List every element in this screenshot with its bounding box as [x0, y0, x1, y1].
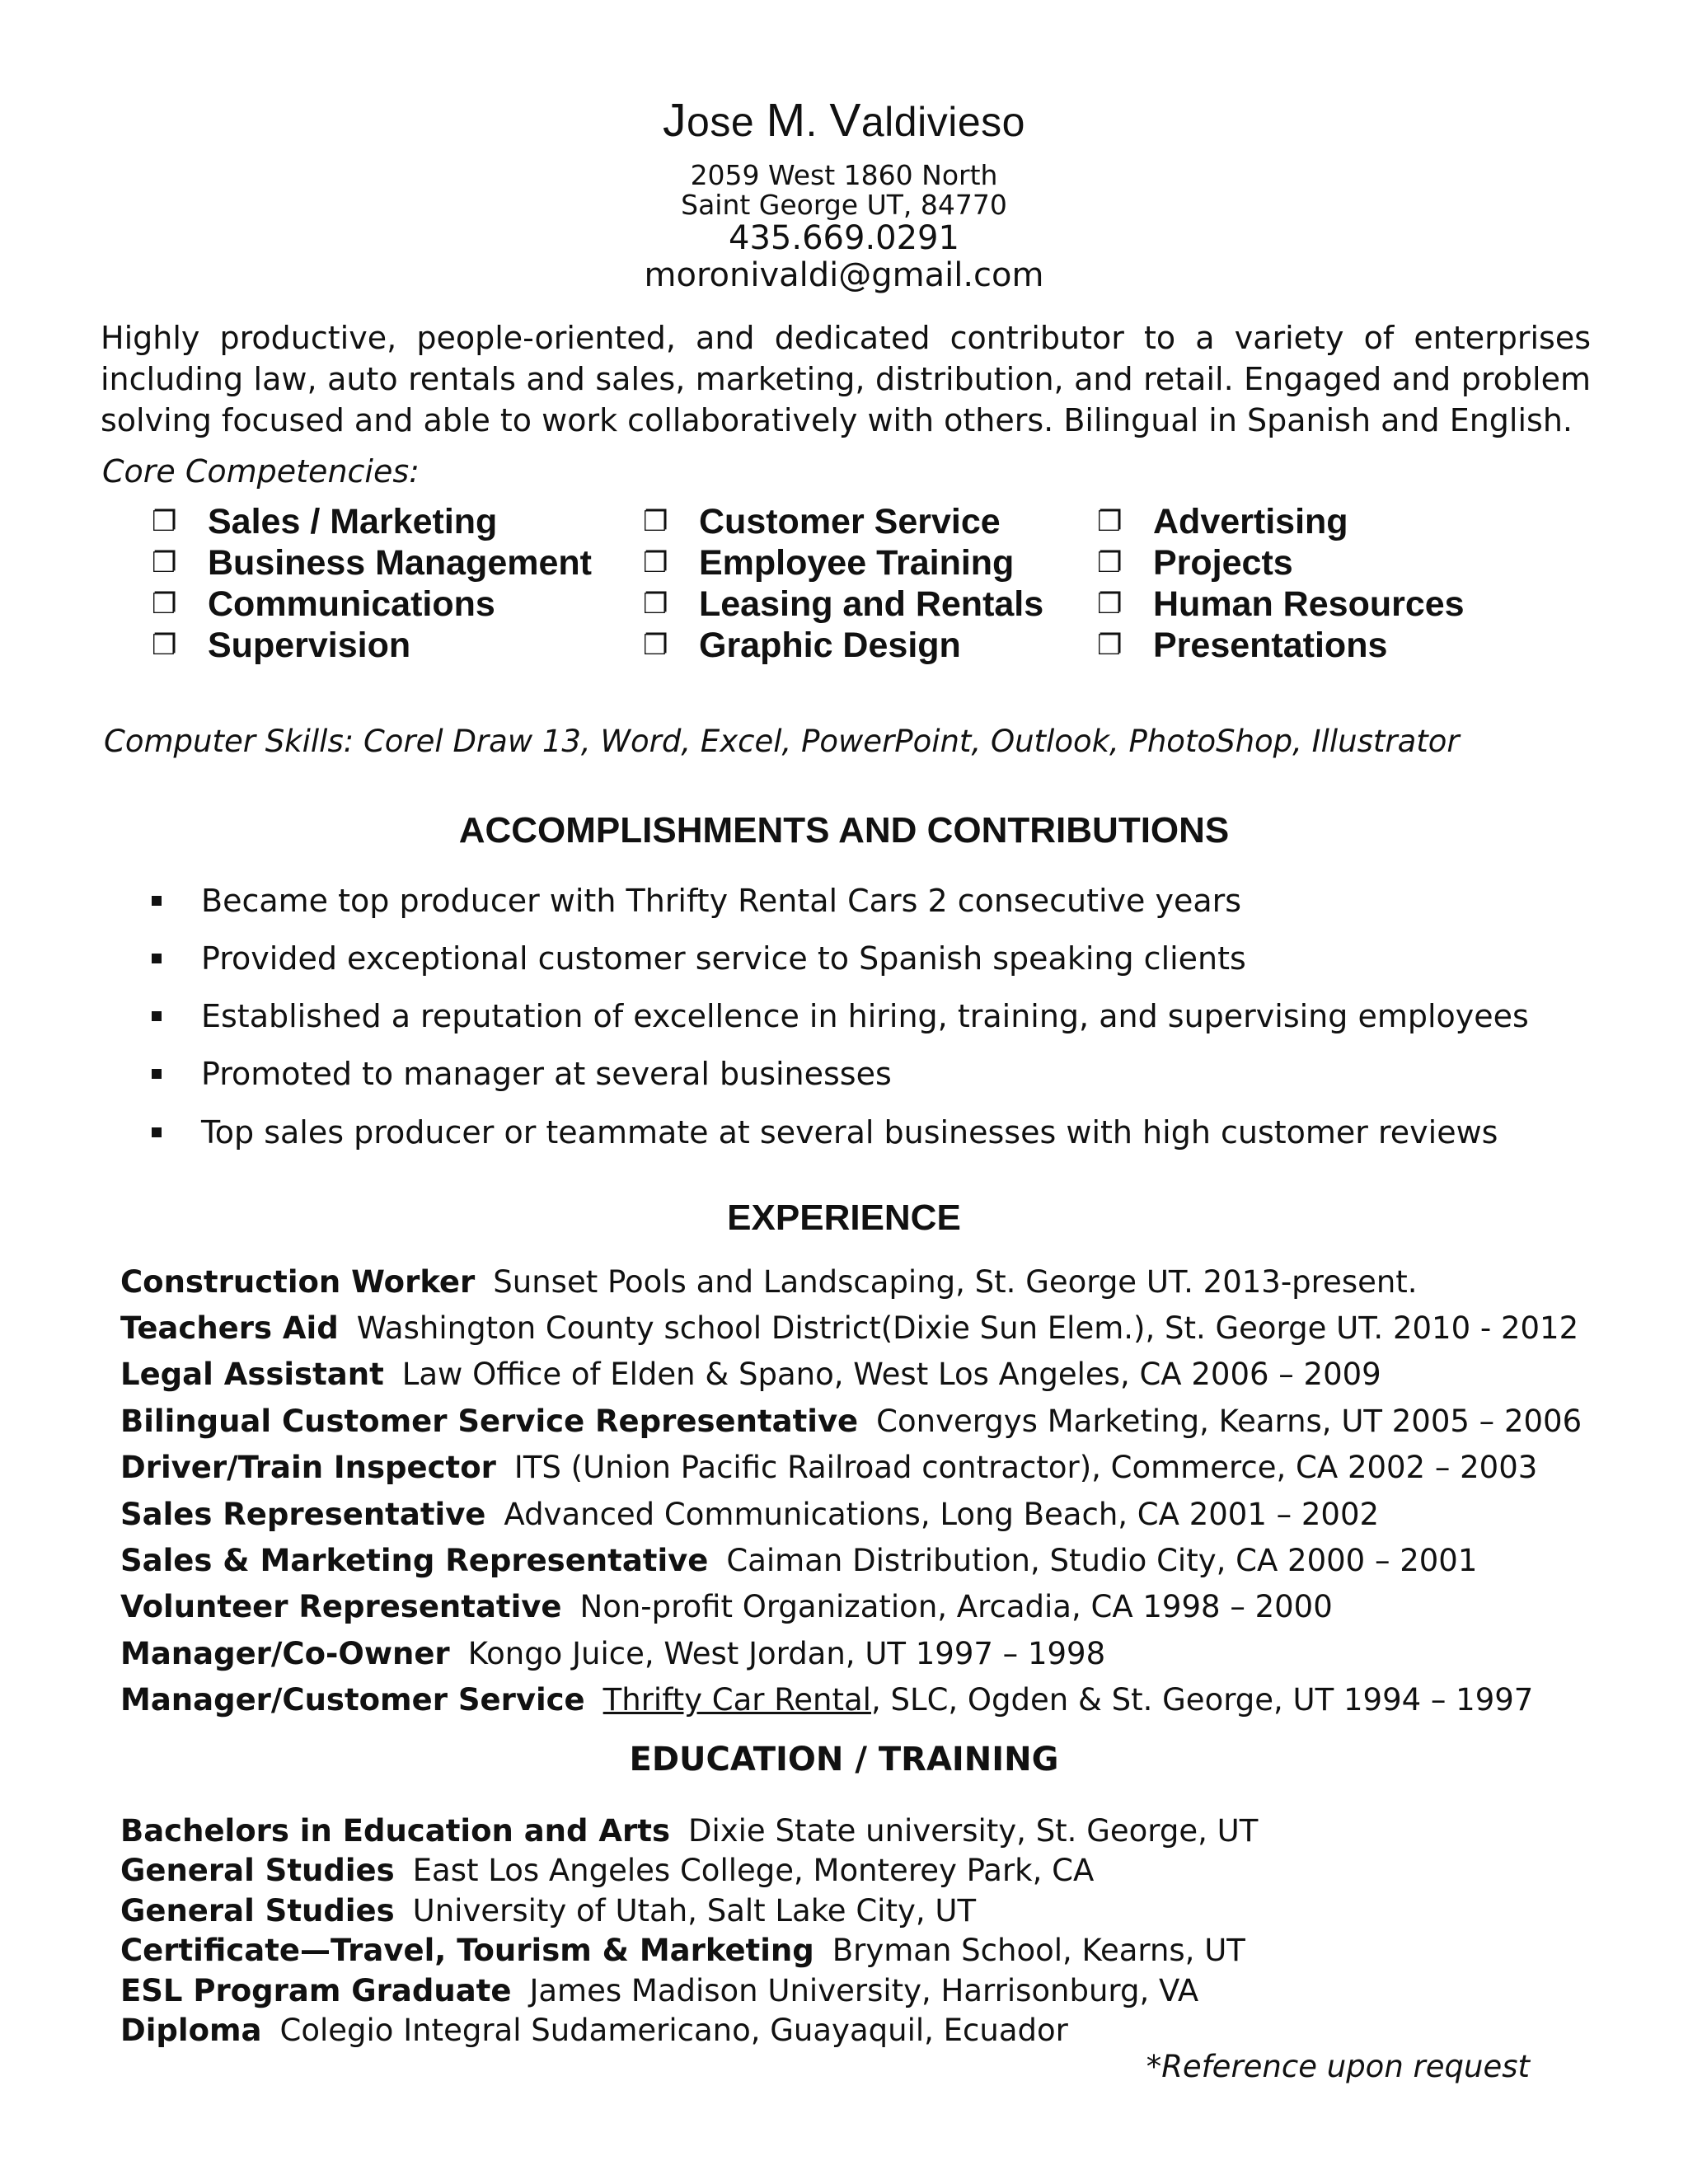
- experience-row: [120, 1445, 1653, 1491]
- square-bullet-icon: [152, 1127, 162, 1137]
- checkbox-icon: ❐: [152, 505, 177, 538]
- school-name: Colegio Integral Sudamericano, Guayaquil, Ecuador: [279, 2013, 1068, 2049]
- experience-row: [120, 1305, 1653, 1351]
- experience-row: [120, 1258, 1653, 1305]
- accomplishment-text: Promoted to manager at several businesses: [201, 1056, 892, 1092]
- accomplishment-text: Provided exceptional customer service to Spanish speaking clients: [201, 940, 1246, 977]
- job-title: Sales & Marketing Representative: [120, 1543, 709, 1579]
- competency-label: Presentations: [1153, 625, 1388, 665]
- employer-underlined: Thrifty Car Rental: [603, 1682, 871, 1718]
- core-competencies-label: Core Competencies:: [102, 453, 420, 490]
- competency-item: [1097, 583, 1465, 625]
- competency-item: [1097, 542, 1465, 583]
- competency-item: [1097, 625, 1465, 666]
- experience-row: [120, 1352, 1653, 1398]
- job-title: Teachers Aid: [120, 1310, 339, 1347]
- experience-row: [120, 1537, 1653, 1583]
- checkbox-icon: ❐: [1097, 588, 1123, 621]
- competency-label: Leasing and Rentals: [699, 583, 1044, 624]
- candidate-name: [0, 93, 1688, 148]
- competency-item: [152, 583, 592, 625]
- degree-name: ESL Program Graduate: [120, 1972, 512, 2008]
- education-heading: EDUCATION / TRAINING: [629, 1741, 1059, 1779]
- competency-item: [1097, 501, 1465, 542]
- degree-name: General Studies: [120, 1853, 395, 1889]
- address-line-2: Saint George UT, 84770: [681, 189, 1007, 221]
- experience-row: [120, 1677, 1653, 1723]
- job-title: Driver/Train Inspector: [120, 1450, 496, 1486]
- accomplishments-list: [152, 872, 1635, 1161]
- accomplishment-text: Became top producer with Thrifty Rental Cars 2 consecutive years: [201, 883, 1242, 919]
- competency-label: Supervision: [208, 625, 411, 665]
- competency-label: Advertising: [1153, 501, 1348, 541]
- professional-summary: Highly productive, people-oriented, and dedicated contributor to a variety of enterprises including law, auto rentals and sales, marketing, distribution, and retail. Engaged and problem solving focused and able to work collaboratively with others. Bilingual in Spanish and English.: [101, 320, 1591, 438]
- checkbox-icon: ❐: [643, 629, 668, 662]
- reference-note: *Reference upon request: [1146, 2049, 1530, 2084]
- competency-item: [643, 625, 1043, 666]
- checkbox-icon: ❐: [152, 546, 177, 579]
- job-detail: , SLC, Ogden & St. George, UT 1994 – 1997: [870, 1682, 1534, 1718]
- job-detail: Advanced Communications, Long Beach, CA 2001 – 2002: [504, 1496, 1380, 1532]
- list-item: [152, 987, 1635, 1044]
- education-row: [120, 1891, 1653, 1931]
- accomplishment-text: Top sales producer or teammate at several businesses with high customer reviews: [201, 1114, 1498, 1151]
- experience-row: [120, 1630, 1653, 1676]
- experience-heading: EXPERIENCE: [727, 1197, 961, 1238]
- name-part: Valdivieso: [829, 94, 1025, 147]
- competency-item: [152, 501, 592, 542]
- competency-label: Projects: [1153, 542, 1293, 583]
- job-detail: Law Office of Elden & Spano, West Los Angeles, CA 2006 – 2009: [401, 1357, 1381, 1393]
- school-name: Bryman School, Kearns, UT: [832, 1933, 1245, 1969]
- competency-label: Human Resources: [1153, 583, 1465, 624]
- degree-name: General Studies: [120, 1892, 395, 1929]
- competency-label: Graphic Design: [699, 625, 961, 665]
- job-title: Sales Representative: [120, 1496, 486, 1532]
- competency-label: Employee Training: [699, 542, 1015, 583]
- list-item: [152, 930, 1635, 987]
- list-item: [152, 1104, 1635, 1161]
- job-detail: Kongo Juice, West Jordan, UT 1997 – 1998: [467, 1635, 1106, 1671]
- square-bullet-icon: [152, 1069, 162, 1079]
- job-title: Construction Worker: [120, 1263, 476, 1300]
- checkbox-icon: ❐: [152, 629, 177, 662]
- school-name: James Madison University, Harrisonburg, VA: [529, 1972, 1199, 2008]
- competency-label: Customer Service: [699, 501, 1001, 541]
- competency-label: Sales / Marketing: [208, 501, 498, 541]
- job-detail: Sunset Pools and Landscaping, St. George UT. 2013-present.: [493, 1263, 1418, 1300]
- job-detail: ITS (Union Pacific Railroad contractor), Commerce, CA 2002 – 2003: [513, 1450, 1538, 1486]
- accomplishments-heading: ACCOMPLISHMENTS AND CONTRIBUTIONS: [458, 810, 1230, 851]
- education-list: [120, 1811, 1653, 2050]
- checkbox-icon: ❐: [1097, 546, 1123, 579]
- job-title: Legal Assistant: [120, 1357, 384, 1393]
- job-detail: Convergys Marketing, Kearns, UT 2005 – 2006: [876, 1403, 1582, 1439]
- experience-row: [120, 1398, 1653, 1444]
- school-name: East Los Angeles College, Monterey Park, CA: [412, 1853, 1095, 1889]
- address-line-1: 2059 West 1860 North: [690, 159, 998, 191]
- name-part: Jose: [663, 94, 767, 147]
- degree-name: Bachelors in Education and Arts: [120, 1812, 670, 1849]
- competency-item: [152, 625, 592, 666]
- competency-item: [152, 542, 592, 583]
- checkbox-icon: ❐: [152, 588, 177, 621]
- experience-row: [120, 1584, 1653, 1630]
- job-detail: Non-profit Organization, Arcadia, CA 1998 – 2000: [579, 1589, 1333, 1625]
- competency-label: Communications: [208, 583, 495, 624]
- degree-name: Certificate—Travel, Tourism & Marketing: [120, 1933, 814, 1969]
- competency-column: [643, 501, 1043, 666]
- checkbox-icon: ❐: [1097, 505, 1123, 538]
- square-bullet-icon: [152, 896, 162, 906]
- checkbox-icon: ❐: [643, 588, 668, 621]
- checkbox-icon: ❐: [1097, 629, 1123, 662]
- job-title: Volunteer Representative: [120, 1589, 562, 1625]
- competency-column: [152, 501, 592, 666]
- square-bullet-icon: [152, 954, 162, 963]
- job-detail: Caiman Distribution, Studio City, CA 2000 – 2001: [726, 1543, 1478, 1579]
- job-title: Manager/Co-Owner: [120, 1635, 450, 1671]
- name-part: M.: [766, 94, 830, 147]
- school-name: Dixie State university, St. George, UT: [687, 1812, 1259, 1849]
- experience-row: [120, 1491, 1653, 1537]
- list-item: [152, 872, 1635, 930]
- computer-skills: Computer Skills: Corel Draw 13, Word, Excel, PowerPoint, Outlook, PhotoShop, Illustrator: [104, 724, 1460, 759]
- square-bullet-icon: [152, 1011, 162, 1021]
- education-row: [120, 2011, 1653, 2051]
- job-detail: Washington County school District(Dixie Sun Elem.), St. George UT. 2010 - 2012: [356, 1310, 1579, 1347]
- competency-item: [643, 542, 1043, 583]
- degree-name: Diploma: [120, 2013, 262, 2049]
- education-row: [120, 1851, 1653, 1891]
- job-title: Manager/Customer Service: [120, 1682, 585, 1718]
- competency-label: Business Management: [208, 542, 592, 583]
- email-address: moronivaldi@gmail.com: [644, 256, 1044, 294]
- experience-list: [120, 1258, 1653, 1723]
- education-row: [120, 1971, 1653, 2011]
- competency-column: [1097, 501, 1465, 666]
- education-row: [120, 1931, 1653, 1971]
- school-name: University of Utah, Salt Lake City, UT: [412, 1892, 977, 1929]
- phone-number: 435.669.0291: [729, 219, 959, 257]
- job-title: Bilingual Customer Service Representative: [120, 1403, 859, 1439]
- list-item: [152, 1044, 1635, 1104]
- education-row: [120, 1811, 1653, 1851]
- checkbox-icon: ❐: [643, 546, 668, 579]
- competency-item: [643, 583, 1043, 625]
- competency-item: [643, 501, 1043, 542]
- accomplishment-text: Established a reputation of excellence in hiring, training, and supervising employees: [201, 997, 1529, 1034]
- checkbox-icon: ❐: [643, 505, 668, 538]
